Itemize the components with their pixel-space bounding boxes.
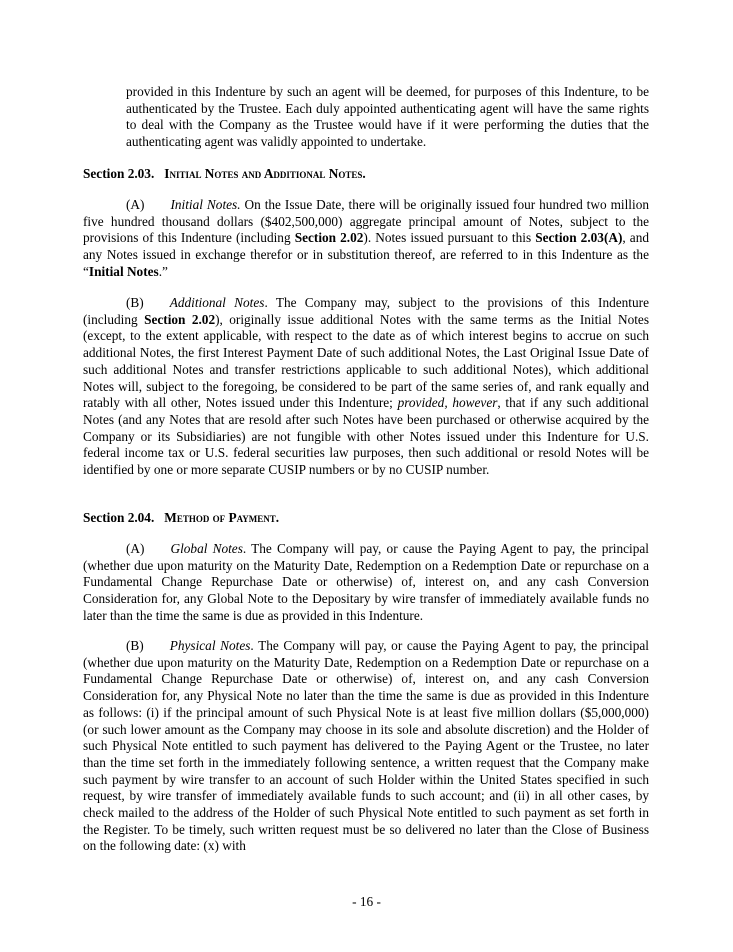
paragraph-text: ), originally issue additional Notes with the same terms as the Initial Notes (except, to the extent applicable, with respect to the date as of which interest begins to accrue on such additional Notes, the first Interest Payment Date of such additional Notes, the Last Original Issue Date of such additional Notes and transfer restrictions applicable to such additional Notes), which additional Notes will, subject to the foregoing, be considered to be part of the same series of, and rank equally and ratably with all other, Notes issued under this Indenture; bbox=[83, 311, 649, 411]
section-reference: Section 2.03(A) bbox=[535, 230, 623, 246]
initial-notes-paragraph bbox=[83, 197, 649, 281]
defined-term: Initial Notes bbox=[88, 263, 159, 279]
paragraph-text: provided in this Indenture by such an agent will be deemed, for purposes of this Indenture, to be authenticated by the Trustee. Each duly appointed authenticating agent will have the same rights to deal with the Company as the Trustee would have if it were performing the duties that the authenticating agent was validly appointed to undertake. bbox=[126, 84, 649, 150]
paragraph-text: , that if any such additional Notes (and any Notes that are resold after such Notes have been purchased or otherwise acquired by the Company or its Subsidiaries) are not fungible with other Notes issued under this Indenture for U.S. federal income tax or U.S. federal securities law purposes, then such additional or resold Notes will be identified by one or more separate CUSIP numbers or by no CUSIP number. bbox=[83, 395, 649, 478]
paragraph-text: . The Company will pay, or cause the Paying Agent to pay, the principal (whether due upon maturity on the Maturity Date, Redemption on a Redemption Date or repurchase on a Fundamental Change Repurchase Date or otherwise) of, interest on, and any cash Conversion Consideration for, any Global Note to the Depositary by wire transfer of immediately available funds no later than the time the same is due as provided in this Indenture. bbox=[83, 541, 649, 623]
section-number: Section 2.04. bbox=[83, 510, 155, 525]
paragraph-text: .” bbox=[158, 263, 168, 279]
continuation-paragraph bbox=[126, 84, 649, 151]
additional-notes-paragraph bbox=[83, 295, 649, 479]
paragraph-text: . The Company may, subject to the provisions of this Indenture (including bbox=[83, 295, 649, 327]
section-reference: Section 2.02 bbox=[144, 311, 216, 327]
global-notes-paragraph bbox=[83, 541, 649, 625]
proviso-text: provided, however bbox=[397, 395, 498, 411]
clause-title: Initial Notes. bbox=[170, 197, 241, 212]
paragraph-text: , and any Notes issued in exchange therefor or in substitution thereof, are referred to in this Indenture as the “ bbox=[83, 230, 650, 279]
clause-label: (B) bbox=[126, 638, 144, 653]
section-2-04-heading bbox=[83, 510, 649, 527]
section-title: Method of Payment. bbox=[164, 510, 280, 525]
physical-notes-paragraph bbox=[83, 638, 649, 855]
page-number: - 16 - bbox=[352, 894, 381, 909]
clause-title: Additional Notes bbox=[169, 295, 265, 310]
section-reference: Section 2.02 bbox=[294, 230, 364, 246]
clause-label: (B) bbox=[126, 295, 144, 310]
paragraph-text: On the Issue Date, there will be originally issued four hundred two million five hundred thousand dollars ($402,500,000) aggregate principal amount of Notes, subject to the provisions of this Indenture (including bbox=[83, 197, 649, 246]
clause-title: Global Notes bbox=[170, 541, 243, 556]
paragraph-text: ). Notes issued pursuant to this bbox=[363, 230, 536, 246]
clause-label: (A) bbox=[126, 541, 145, 556]
clause-label: (A) bbox=[126, 197, 145, 212]
section-title: Initial Notes and Additional Notes. bbox=[164, 166, 366, 181]
clause-title: Physical Notes bbox=[169, 638, 251, 653]
section-number: Section 2.03. bbox=[83, 166, 155, 181]
section-2-03-heading bbox=[83, 166, 649, 183]
paragraph-text: . The Company will pay, or cause the Paying Agent to pay, the principal (whether due upon maturity on the Maturity Date, Redemption on a Redemption Date or repurchase on a Fundamental Change Repurchase Date or otherwise) of, interest on, and any cash Conversion Consideration for, any Physical Note no later than the time the same is due as provided in this Indenture as follows: (i) if the principal amount of such Physical Note is at least five million dollars ($5,000,000) (or such lower amount as the Company may choose in its sole and absolute discretion) and the Holder of such Physical Note entitled to such payment has delivered to the Paying Agent or the Trustee, no later than the time set forth in the immediately following sentence, a written request that the Company make such payment by wire transfer to an account of such Holder within the United States specified in such request, by wire transfer of immediately available funds to such account; and (ii) in all other cases, by check mailed to the address of the Holder of such Physical Note entitled to such payment as set forth in the Register. To be timely, such written request must be so delivered no later than the Close of Business on the following date: (x) with bbox=[83, 638, 649, 854]
